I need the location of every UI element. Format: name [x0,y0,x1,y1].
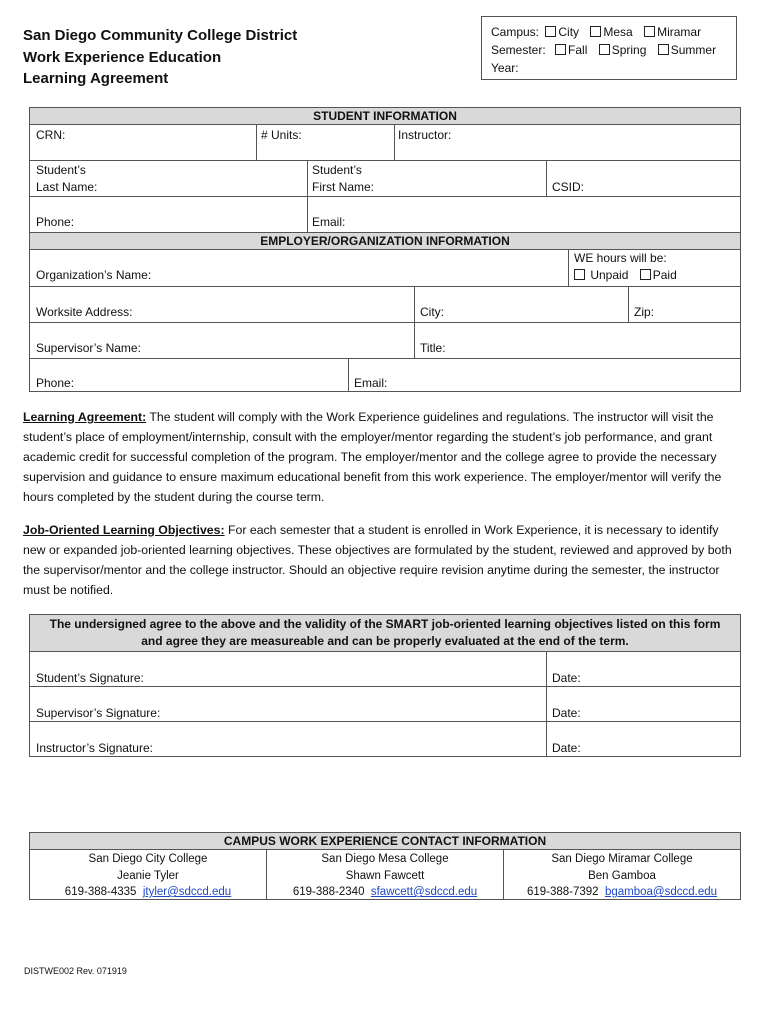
employer-email-field[interactable]: Email: [354,376,388,390]
learning-agreement-paragraph [23,407,743,507]
learning-agreement-lead: Learning Agreement: [23,410,147,424]
supervisor-title-field[interactable]: Title: [420,341,446,355]
employer-info-heading: EMPLOYER/ORGANIZATION INFORMATION [30,233,740,250]
student-phone-field[interactable]: Phone: [36,215,75,229]
document-title [23,25,297,90]
units-field[interactable]: # Units: [261,128,302,142]
title-line-3: Learning Agreement [23,70,169,87]
last-name-label-1: Student’s [36,163,86,177]
contact-mesa-name: Shawn Fawcett [345,869,425,882]
semester-spring-label: Spring [611,43,647,57]
student-first-name-field[interactable] [312,162,374,196]
student-email-field[interactable]: Email: [312,215,346,229]
student-last-name-field[interactable] [36,162,97,196]
paid-label: Paid [652,268,677,282]
contact-mesa-phone: 619-388-2340 [292,886,365,898]
instructor-signature-field[interactable]: Instructor’s Signature: [36,741,153,755]
supervisor-date-field[interactable]: Date: [552,706,581,720]
campus-city-label: City [558,25,580,39]
form-revision-code: DISTWE002 Rev. 071919 [24,966,127,976]
contact-miramar-name: Ben Gamboa [588,869,656,882]
semester-spring-checkbox[interactable] [599,44,610,55]
semester-label: Semester: [491,43,546,57]
campus-mesa-label: Mesa [603,25,633,39]
instructor-field[interactable]: Instructor: [398,128,452,142]
year-label: Year: [491,61,519,75]
unpaid-label: Unpaid [590,268,629,282]
crn-field[interactable]: CRN: [36,128,66,142]
student-employer-table [29,107,741,392]
supervisor-name-field[interactable]: Supervisor’s Name: [36,341,141,355]
campus-semester-box [481,16,737,80]
worksite-address-field[interactable]: Worksite Address: [36,305,133,319]
signatures-heading: The undersigned agree to the above and the validity of the SMART job-oriented learning objectives listed on this form and agree they are measureable and can be properly evaluated at the end of the term. [30,615,740,652]
paid-checkbox[interactable] [640,269,651,280]
contact-mesa-email-link[interactable]: sfawcett@sdccd.edu [370,886,478,898]
contact-city-phone: 619-388-4335 [64,886,137,898]
semester-fall-checkbox[interactable] [555,44,566,55]
csid-field[interactable]: CSID: [552,180,585,194]
contact-heading: CAMPUS WORK EXPERIENCE CONTACT INFORMATION [30,833,740,850]
student-info-heading: STUDENT INFORMATION [30,108,740,125]
campus-miramar-label: Miramar [657,25,702,39]
we-hours-label: WE hours will be: [574,251,667,265]
first-name-label-1: Student’s [312,163,362,177]
semester-fall-label: Fall [568,43,588,57]
contact-miramar-email-link[interactable]: bgamboa@sdccd.edu [604,886,718,898]
signatures-table [29,614,741,757]
contact-city-email-link[interactable]: jtyler@sdccd.edu [142,886,232,898]
contact-city [30,851,266,901]
contact-mesa [267,851,503,901]
student-signature-field[interactable]: Student’s Signature: [36,671,144,685]
campus-mesa-checkbox[interactable] [590,26,601,37]
contact-miramar-college: San Diego Miramar College [551,853,693,865]
contact-mesa-college: San Diego Mesa College [321,853,449,865]
organization-name-field[interactable]: Organization’s Name: [36,268,152,282]
contact-miramar [504,851,740,901]
semester-summer-label: Summer [670,43,717,57]
objectives-paragraph [23,520,743,600]
we-hours-group [574,250,677,284]
employer-phone-field[interactable]: Phone: [36,376,75,390]
worksite-zip-field[interactable]: Zip: [634,305,655,319]
unpaid-checkbox[interactable] [574,269,585,280]
contact-miramar-phone: 619-388-7392 [526,886,599,898]
campus-miramar-checkbox[interactable] [644,26,655,37]
semester-summer-checkbox[interactable] [658,44,669,55]
campus-city-checkbox[interactable] [545,26,556,37]
instructor-date-field[interactable]: Date: [552,741,581,755]
first-name-label-2: First Name: [312,180,375,194]
objectives-text: For each semester that a student is enrolled in Work Experience, it is necessary to identify new or expanded job-oriented learning objectives. These objectives are formulated by the student, reviewed and approved by both the supervisor/mentor and the college instructor. Should an objective require revision anytime during the semester, the instructor must be notified. [23,523,732,597]
objectives-lead: Job-Oriented Learning Objectives: [23,523,225,537]
campus-label: Campus: [491,25,540,39]
contact-city-name: Jeanie Tyler [117,869,179,882]
student-date-field[interactable]: Date: [552,671,581,685]
contact-table [29,832,741,900]
last-name-label-2: Last Name: [36,180,98,194]
contact-city-college: San Diego City College [88,853,208,865]
learning-agreement-text: The student will comply with the Work Experience guidelines and regulations. The instructor will visit the student’s place of employment/internship, consult with the employer/mentor regarding the student’s job performance, and grant academic credit for successful completion of the program. The employer/mentor and the college agree to provide the necessary supervision and guidance to ensure maximum educational benefit from this work experience. The employer/mentor will verify the hours completed by the student during the course term. [23,410,722,504]
title-line-1: San Diego Community College District [23,27,298,44]
worksite-city-field[interactable]: City: [420,305,444,319]
supervisor-signature-field[interactable]: Supervisor’s Signature: [36,706,161,720]
title-line-2: Work Experience Education [23,48,222,66]
